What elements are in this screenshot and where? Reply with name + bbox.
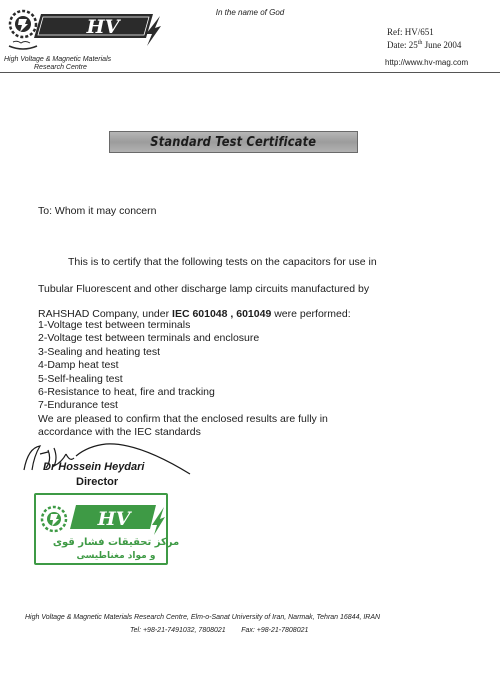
date-day: 25	[408, 40, 418, 50]
ref-value: HV/651	[404, 27, 434, 37]
org-name-line1: High Voltage & Magnetic Materials	[4, 56, 112, 63]
certificate-title: Standard Test Certificate	[150, 134, 317, 150]
stamp-logo	[36, 495, 180, 563]
date-line	[387, 40, 461, 50]
signer-name: Dr Hossein Heydari	[43, 461, 145, 473]
header-divider	[0, 72, 500, 73]
test-item: 2-Voltage test between terminals and enclosure	[38, 332, 260, 345]
date-suffix: th	[417, 40, 423, 46]
certificate-banner	[109, 131, 358, 153]
footer-contact: Tel: +98-21-7491032, 7808021 Fax: +98-21-7808021	[130, 627, 309, 634]
official-stamp	[34, 493, 180, 565]
date-rest: June 2004	[424, 40, 462, 50]
certify-line-1: This is to certify that the following tests on the capacitors for use in	[68, 256, 377, 268]
footer-address: High Voltage & Magnetic Materials Research Centre, Elm-o-Sanat University of Iran, Narmak, Tehran 16844, IRAN	[25, 614, 381, 621]
org-name-line2: Research Centre	[34, 64, 87, 71]
salutation: To: Whom it may concern	[38, 205, 157, 217]
signer-title: Director	[76, 476, 119, 488]
test-item: 7-Endurance test	[38, 399, 118, 412]
invocation-text: In the name of God	[215, 8, 285, 17]
ref-label: Ref:	[387, 27, 403, 37]
test-item: 3-Sealing and heating test	[38, 345, 161, 358]
logo-letters: HV	[86, 16, 120, 38]
gear-emblem-icon	[10, 11, 36, 37]
reference-line	[387, 27, 434, 37]
test-item: 4-Damp heat test	[38, 359, 119, 372]
certify-line-2: Tubular Fluorescent and other discharge lamp circuits manufactured by	[38, 283, 370, 295]
stamp-persian-line1: مرکز تحقیقات فشار قوی	[52, 537, 180, 548]
date-label: Date:	[387, 40, 407, 50]
closing-line-2: accordance with the IEC standards	[38, 426, 201, 438]
hv-logo	[3, 6, 163, 54]
stamp-gear-icon	[42, 507, 66, 531]
test-list	[38, 319, 259, 413]
closing-line-1: We are pleased to confirm that the enclosed results are fully in	[38, 413, 328, 425]
performed-text: were performed:	[271, 308, 351, 320]
standard-numbers: IEC 601048 , 601049	[172, 308, 272, 320]
test-item: 6-Resistance to heat, fire and tracking	[38, 386, 215, 399]
stamp-letters: HV	[97, 508, 131, 530]
persian-script-icon	[9, 46, 37, 49]
stamp-persian-line2: و مواد مغناطیسی	[76, 551, 156, 561]
test-item: 1-Voltage test between terminals	[38, 319, 191, 331]
test-item: 5-Self-healing test	[38, 372, 123, 385]
company-text: RAHSHAD Company, under	[38, 308, 173, 320]
website-url: http://www.hv-mag.com	[385, 58, 469, 67]
